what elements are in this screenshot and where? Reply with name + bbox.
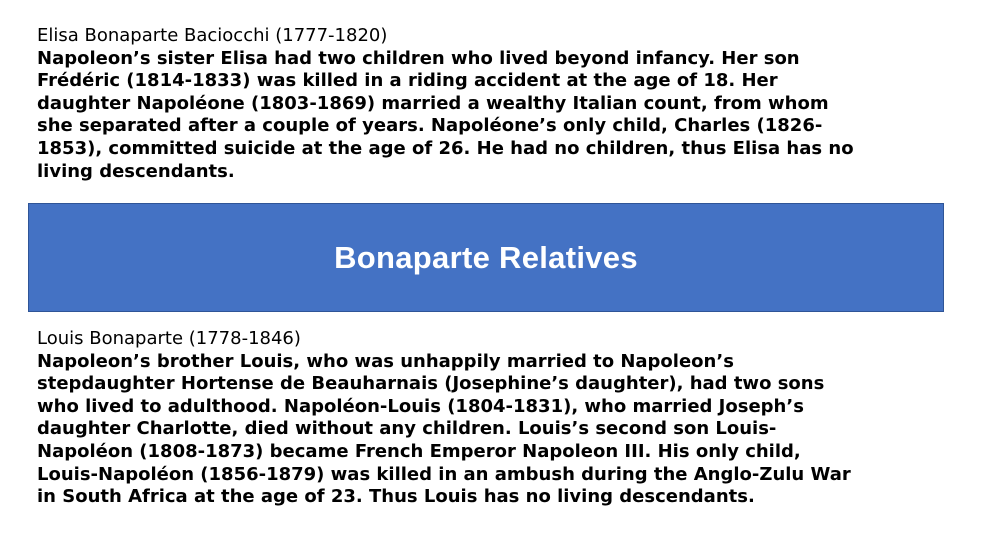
elisa-text-line: daughter Napoléone (1803-1869) married a wealthy Italian count, from whom: [37, 92, 829, 114]
louis-text-line: Napoleon’s brother Louis, who was unhappily married to Napoleon’s: [37, 350, 734, 372]
elisa-bonaparte-section: [37, 25, 854, 183]
louis-text-line: in South Africa at the age of 23. Thus Louis has no living descendants.: [37, 486, 755, 508]
louis-bonaparte-section: [37, 328, 851, 509]
louis-text-line: Louis-Napoléon (1856-1879) was killed in an ambush during the Anglo-Zulu War: [37, 463, 851, 485]
banner-title: Bonaparte Relatives: [334, 239, 638, 275]
louis-text-line: who lived to adulthood. Napoléon-Louis (1804-1831), who married Joseph’s: [37, 395, 804, 417]
elisa-heading: Elisa Bonaparte Baciocchi (1777-1820): [37, 25, 388, 46]
elisa-text-line: living descendants.: [37, 160, 235, 182]
elisa-text-line: she separated after a couple of years. Napoléone’s only child, Charles (1826-: [37, 115, 823, 137]
louis-heading: Louis Bonaparte (1778-1846): [37, 328, 301, 349]
title-banner: [28, 203, 944, 312]
elisa-text-line: 1853), committed suicide at the age of 26. He had no children, thus Elisa has no: [37, 137, 854, 159]
elisa-text-line: Frédéric (1814-1833) was killed in a riding accident at the age of 18. Her: [37, 70, 778, 92]
elisa-text-line: Napoleon’s sister Elisa had two children who lived beyond infancy. Her son: [37, 47, 800, 69]
louis-text-line: Napoléon (1808-1873) became French Emperor Napoleon III. His only child,: [37, 440, 801, 462]
louis-text-line: daughter Charlotte, died without any children. Louis’s second son Louis-: [37, 418, 777, 440]
louis-text-line: stepdaughter Hortense de Beauharnais (Josephine’s daughter), had two sons: [37, 373, 825, 395]
